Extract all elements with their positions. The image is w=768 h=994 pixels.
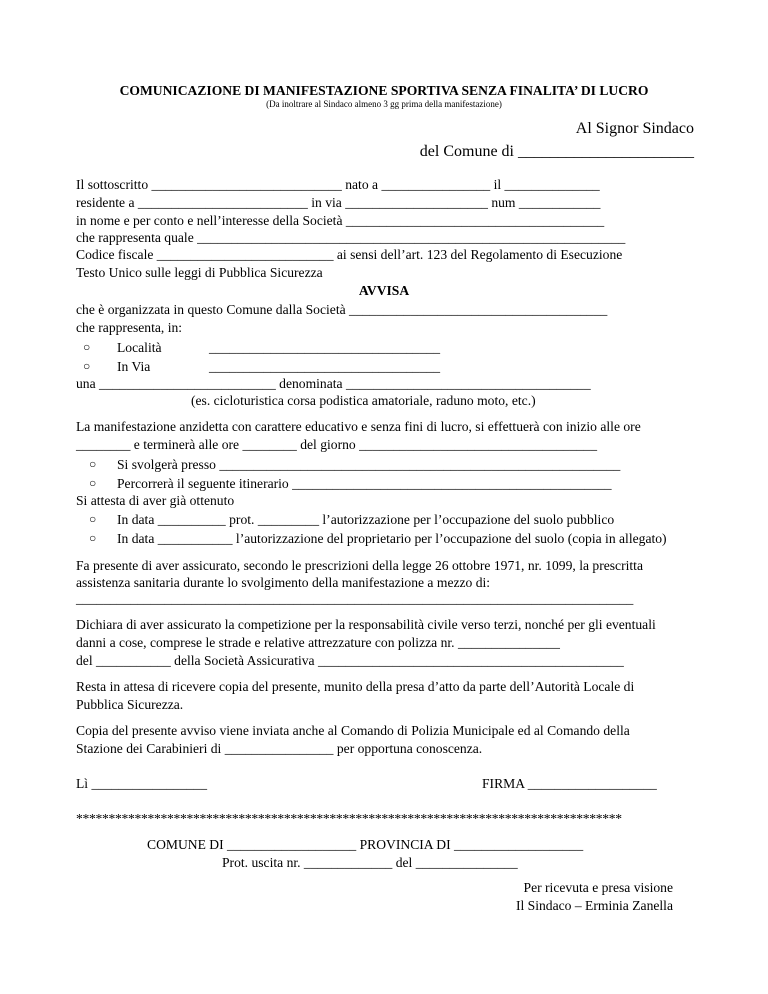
via-label: In Via — [117, 359, 151, 374]
addressee-line2: del Comune di ______________________ — [419, 143, 694, 160]
insurance-line3: del ___________ della Società Assicurativa _____________________________________________ — [76, 653, 624, 668]
mayor-signature: Il Sindaco – Erminia Zanella — [515, 898, 673, 913]
closing-line3: Copia del presente avviso viene inviata anche al Comando di Polizia Municipale ed al Comando della — [76, 723, 630, 738]
avvisa-heading: AVVISA — [358, 283, 410, 298]
separator-line: ************************************************************************************ — [76, 811, 622, 826]
declarant-law-line: Testo Unico sulle leggi di Pubblica Sicurezza — [76, 265, 323, 280]
insurance-line2: danni a cose, comprese le strade e relative attrezzature con polizza nr. _______________ — [76, 635, 560, 650]
via-blank: __________________________________ — [209, 359, 441, 374]
bullet-icon: ○ — [83, 359, 91, 373]
bullet-icon: ○ — [89, 512, 97, 526]
health-line2: assistenza sanitaria durante lo svolgimento della manifestazione a mezzo di: — [76, 575, 491, 590]
event-timing-line1: La manifestazione anzidetta con carattere educativo e senza fini di lucro, si effettuerà con inizio alle ore — [76, 419, 641, 434]
signature-field: FIRMA ___________________ — [482, 776, 657, 791]
owner-authorization: In data ___________ l’autorizzazione del proprietario per l’occupazione del suolo (copia in allegato) — [117, 531, 667, 546]
event-timing-line2: ________ e terminerà alle ore ________ del giorno ___________________________________ — [76, 437, 598, 452]
receipt-line: Per ricevuta e presa visione — [523, 880, 673, 895]
office-municipality-line: COMUNE DI ___________________ PROVINCIA DI ___________________ — [147, 837, 584, 852]
closing-line4: Stazione dei Carabinieri di ________________ per opportuna conoscenza. — [76, 741, 483, 756]
declarant-society-line: in nome e per conto e nell’interesse della Società ______________________________________ — [76, 213, 605, 228]
attest-line: Si attesta di aver già ottenuto — [76, 493, 235, 508]
public-land-authorization: In data __________ prot. _________ l’autorizzazione per l’occupazione del suolo pubblico — [117, 512, 615, 527]
health-line1: Fa presente di aver assicurato, secondo le prescrizioni della legge 26 ottobre 1971, nr. 1099, la prescritta — [76, 558, 643, 573]
location-blank: __________________________________ — [209, 340, 441, 355]
office-protocol-line: Prot. uscita nr. _____________ del _______________ — [222, 855, 518, 870]
bullet-icon: ○ — [89, 457, 97, 471]
notice-represent-line: che rappresenta, in: — [76, 320, 183, 335]
declarant-name-line: Il sottoscritto ____________________________ nato a ________________ il ______________ — [76, 177, 600, 192]
health-blank-line: __________________________________________________________________________________ — [76, 591, 634, 606]
closing-line2: Pubblica Sicurezza. — [76, 697, 184, 712]
bullet-icon: ○ — [89, 531, 97, 545]
venue-option: Si svolgerà presso ___________________________________________________________ — [117, 457, 621, 472]
insurance-line1: Dichiara di aver assicurato la competizione per la responsabilità civile verso terzi, nonché per gli eventuali — [76, 617, 656, 632]
place-field: Lì _________________ — [76, 776, 208, 791]
location-label: Località — [117, 340, 162, 355]
addressee-line1: Al Signor Sindaco — [575, 120, 694, 137]
declarant-role-line: che rappresenta quale _______________________________________________________________ — [76, 230, 626, 245]
notice-society-line: che è organizzata in questo Comune dalla Società ______________________________________ — [76, 302, 608, 317]
declarant-residence-line: residente a _________________________ in via _____________________ num ____________ — [76, 195, 601, 210]
itinerary-option: Percorrerà il seguente itinerario _______________________________________________ — [117, 476, 612, 491]
event-examples: (es. cicloturistica corsa podistica amatoriale, raduno moto, etc.) — [191, 393, 536, 408]
declarant-fiscal-code-line: Codice fiscale __________________________ ai sensi dell’art. 123 del Regolamento di Esecuzione — [76, 247, 623, 262]
form-subtitle: (Da inoltrare al Sindaco almeno 3 gg prima della manifestazione) — [266, 99, 502, 109]
form-title: COMUNICAZIONE DI MANIFESTAZIONE SPORTIVA SENZA FINALITA’ DI LUCRO — [119, 83, 649, 98]
bullet-icon: ○ — [83, 340, 91, 354]
closing-line1: Resta in attesa di ricevere copia del presente, munito della presa d’atto da parte dell’Autorità Locale di — [76, 679, 635, 694]
bullet-icon: ○ — [89, 476, 97, 490]
event-type-line: una __________________________ denominata ____________________________________ — [76, 376, 591, 391]
